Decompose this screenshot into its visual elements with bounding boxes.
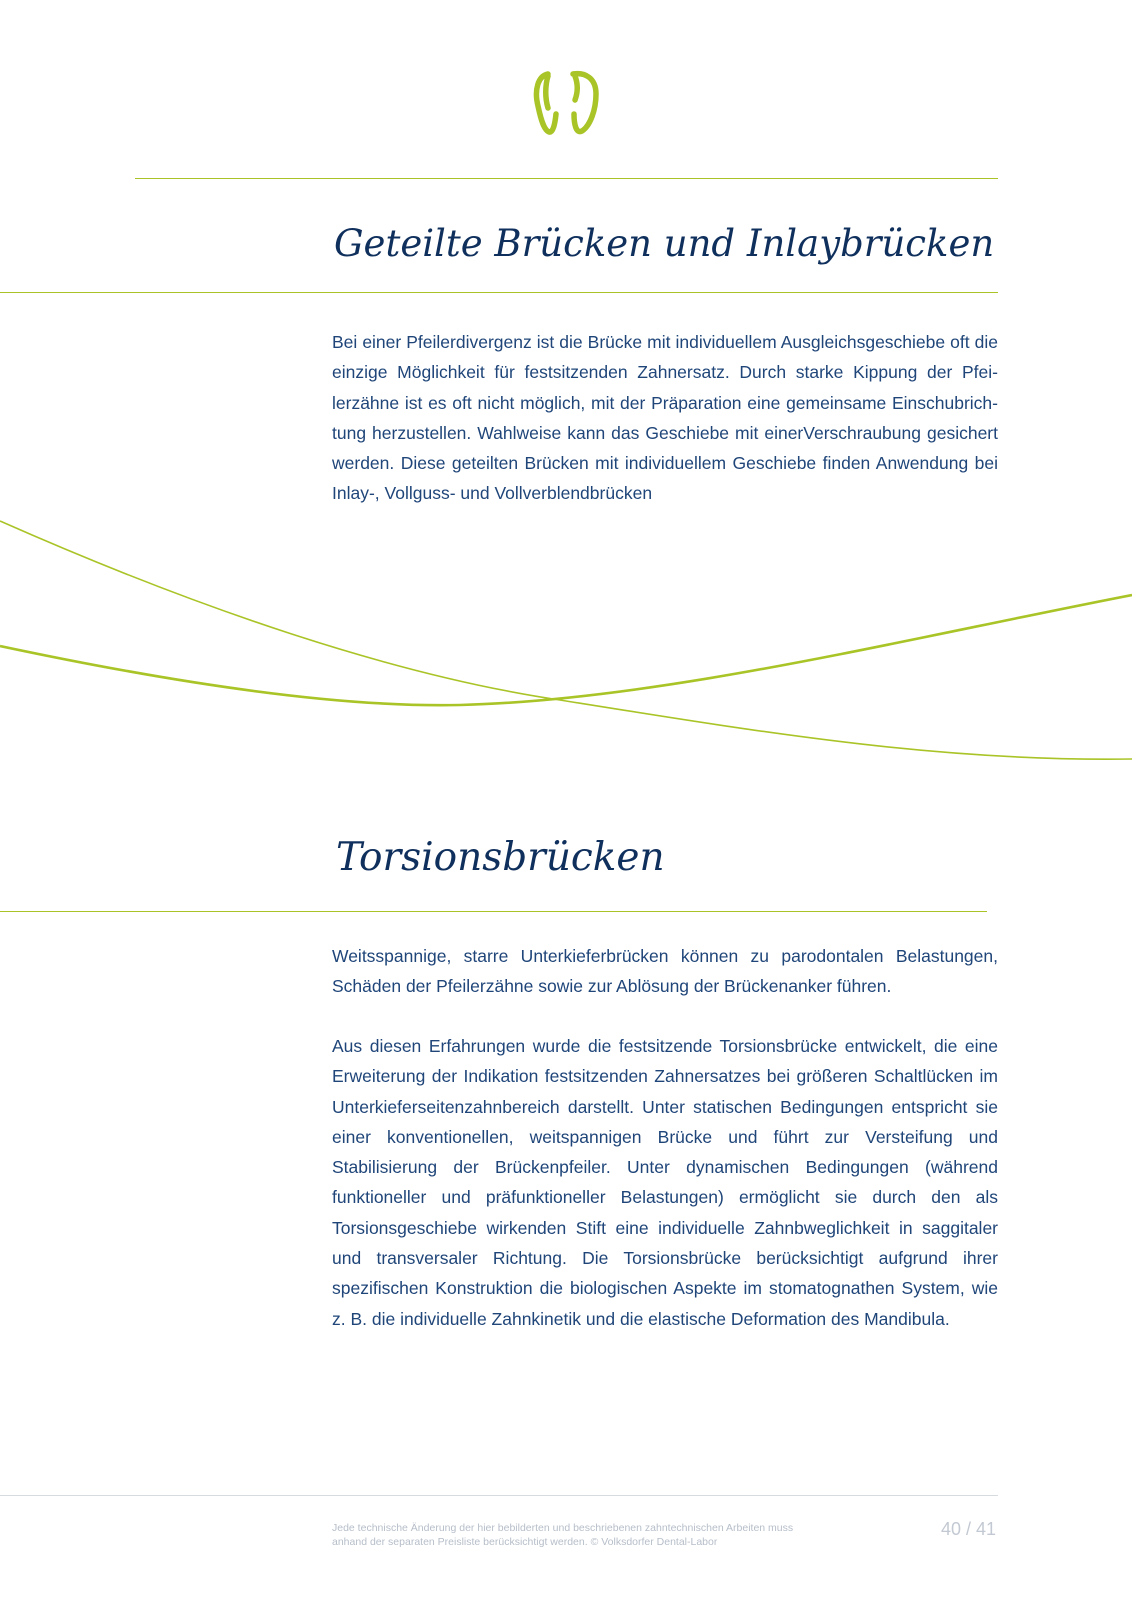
section-title-underline [0,292,998,293]
section-paragraph: Bei einer Pfeilerdivergenz ist die Brücke mit individuellem Ausgleichsgeschiebe oft die einzige Möglichkeit für festsitzenden Zahnersatz. Durch starke Kippung der Pfeilerzähne ist es oft nicht möglich, mit der Präparation eine gemeinsame Einschubrichtung herzustellen. Wahlweise kann das Geschiebe mit einerVerschraubung gesichert werden. Diese geteilten Brücken mit individuellem Geschiebe finden Anwendung bei Inlay-, Vollguss- und Vollverblendbrücken [332,332,998,504]
section-paragraph: Aus diesen Erfahrungen wurde die festsitzende Torsionsbrücke entwickelt, die eine Erweiterung der Indikation festsitzenden Zahnersatzes bei größeren Schaltlücken im Unterkieferseitenzahnbereich darstellt. Unter statischen Bedingungen entspricht sie einer konventionellen, weitspannigen Brücke und führt zur Versteifung und Stabilisierung der Brückenpfeiler. Unter dynamischen Bedingungen (während funktioneller und präfunktioneller Belastungen) ermöglicht sie durch den als Torsionsgeschiebe wirkenden Stift eine individuelle Zahnbweglichkeit in saggitaler und transversaler Richtung. Die Torsionsbrücke berücksichtigt aufgrund ihrer spezifischen Konstruktion die biologischen Aspekte im stomatognathen System, wie z. B. die individuelle Zahnkinetik und die elastische Deformation des Mandibula. [332,1036,998,1329]
footer-disclaimer [332,1521,872,1549]
footer-disclaimer-line: Jede technische Änderung der hier bebilderten und beschriebenen zahntechnischen Arbeiten muss [332,1522,794,1534]
page-number: 40 / 41 [940,1519,996,1539]
section-title-geteilte-bruecken: Geteilte Brücken und Inlaybrücken [334,222,995,265]
section-title-torsionsbruecken: Torsionsbrücken [336,835,665,880]
top-divider [135,178,998,179]
section-title-underline [0,911,987,912]
section-paragraph: Weitsspannige, starre Unterkieferbrücken können zu parodontalen Belastungen, Schäden der Pfeilerzähne sowie zur Ablösung der Brückenanker führen. [332,946,998,997]
decorative-waves [0,500,1132,780]
footer-disclaimer-line: anhand der separaten Preisliste berücksichtigt werden. © Volksdorfer Dental-Labor [332,1536,718,1548]
tooth-logo-icon [530,68,602,140]
footer-divider [0,1495,998,1496]
